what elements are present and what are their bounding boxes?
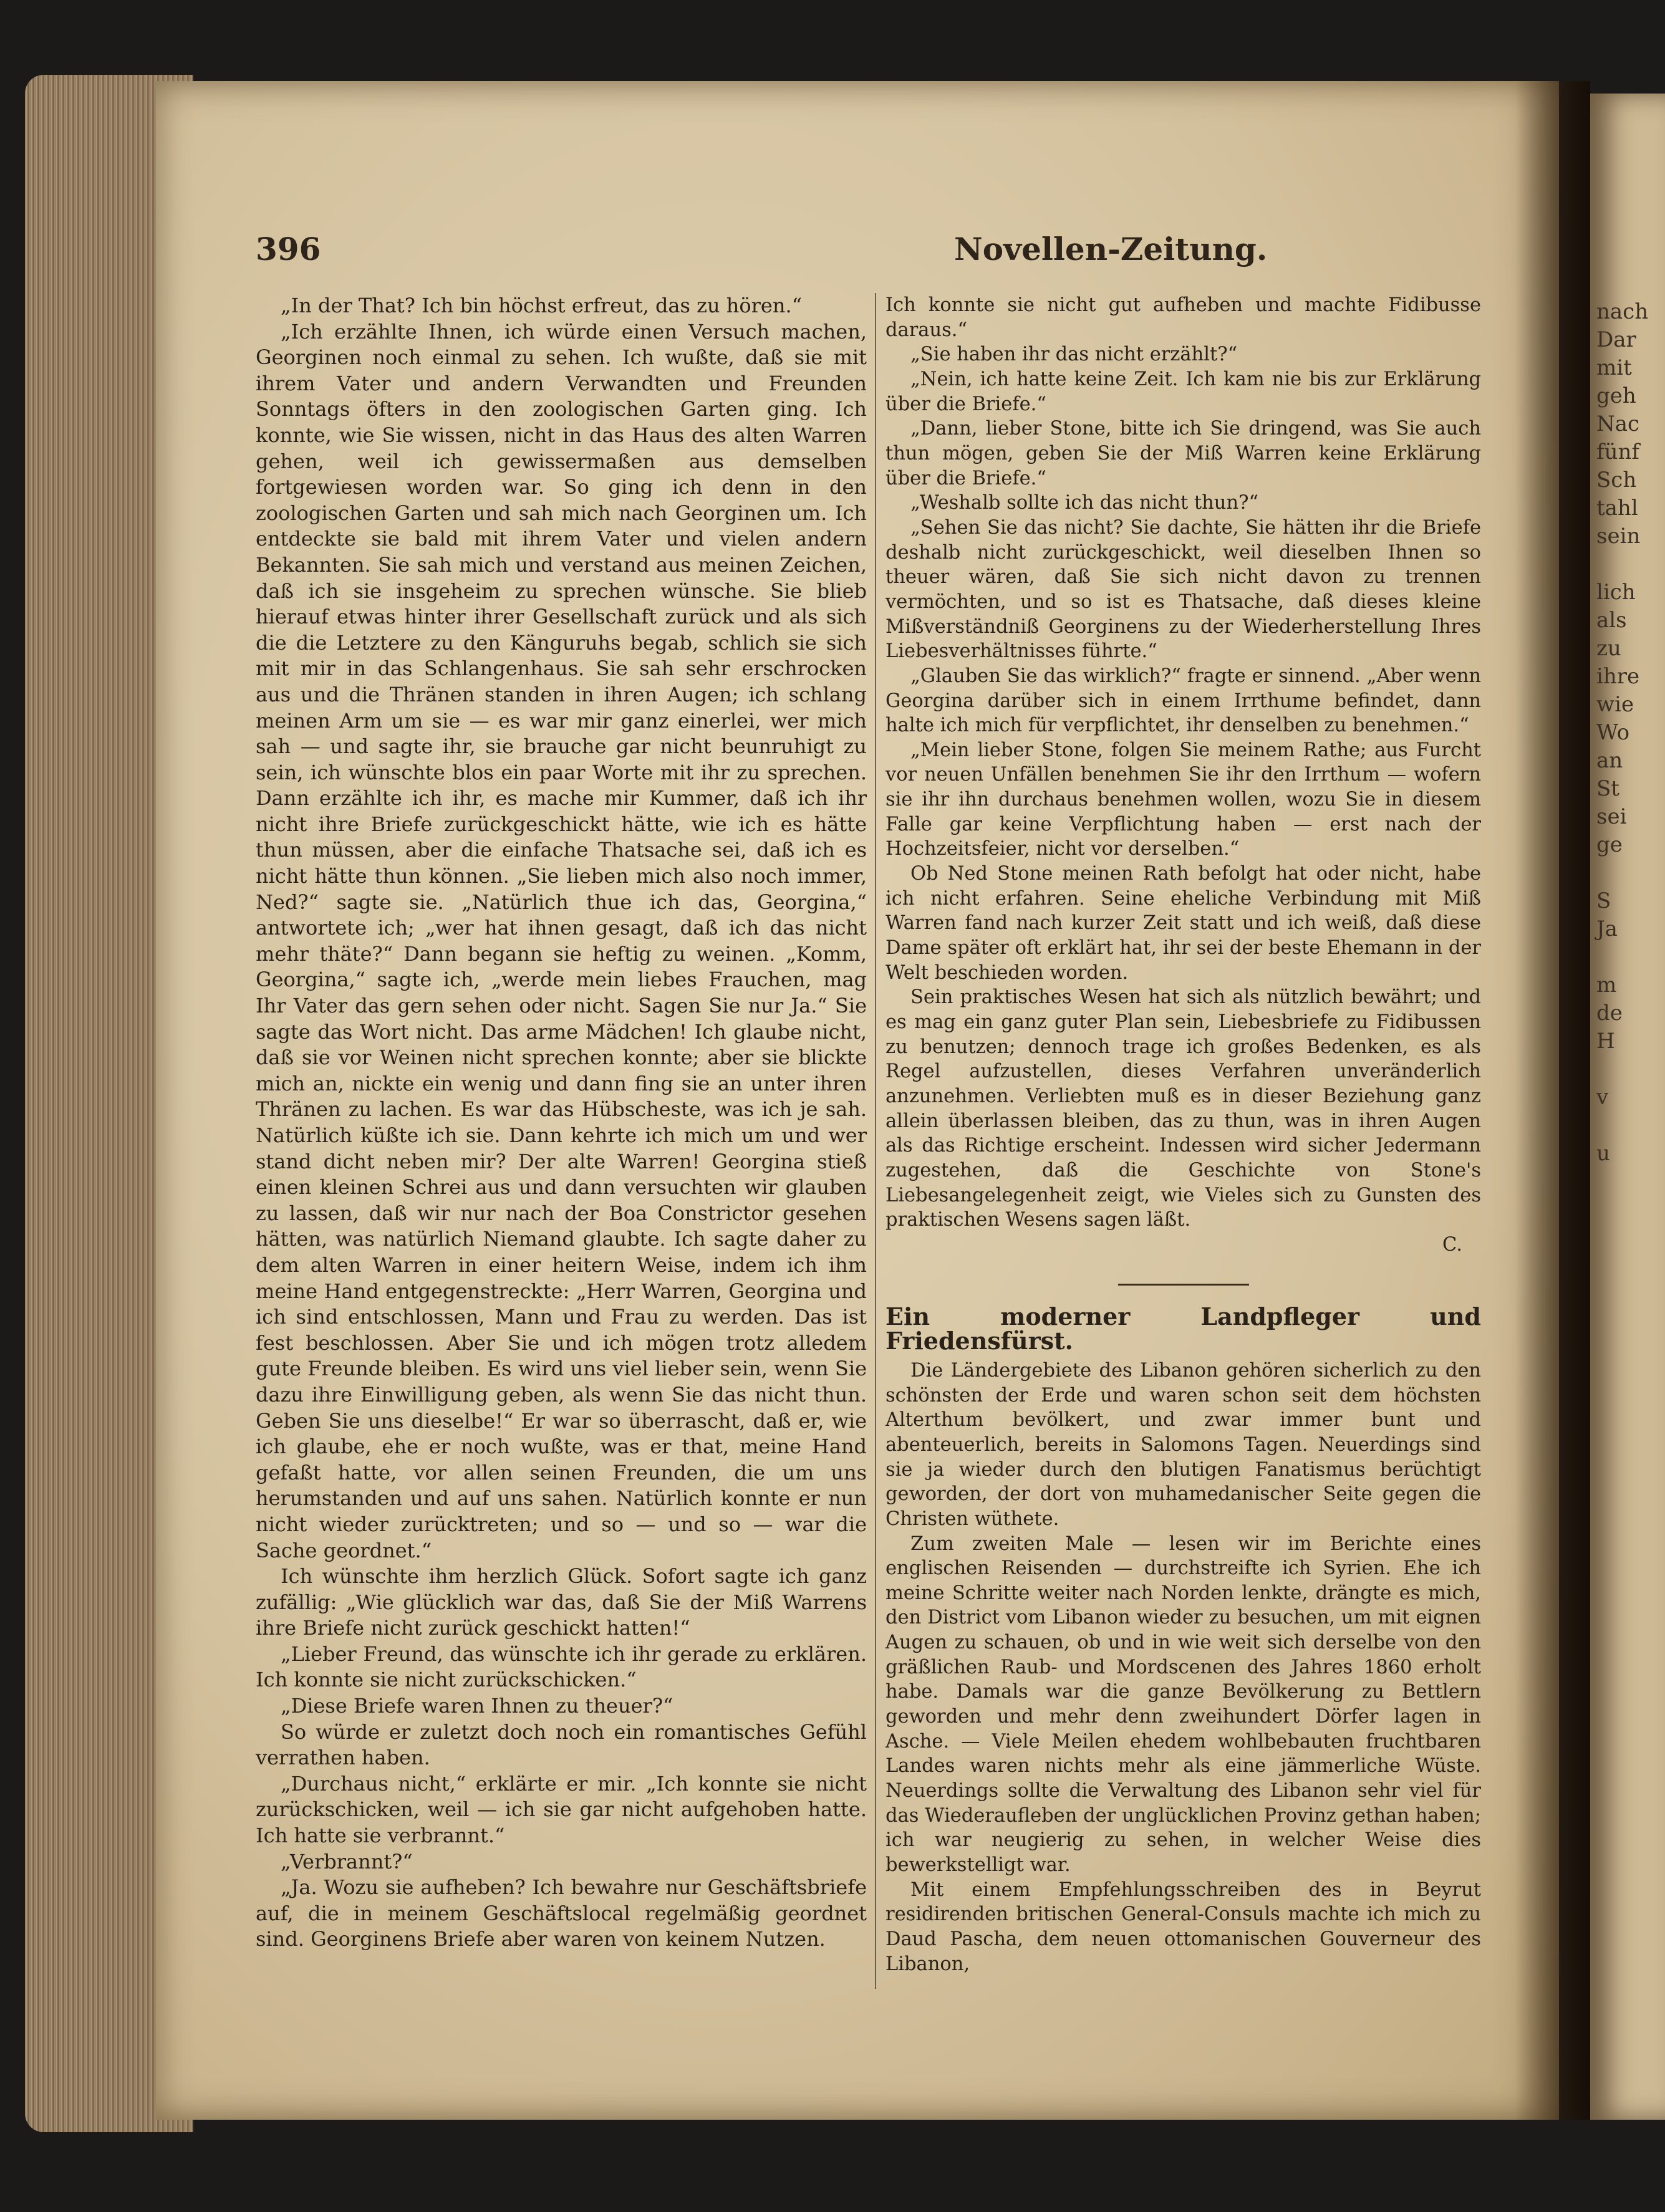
next-page-fragment: nach <box>1596 299 1649 324</box>
paragraph: „Ja. Wozu sie aufheben? Ich bewahre nur Geschäftsbriefe auf, die in meinem Geschäftslocal regelmäßig geordnet sind. Georginens Briefe aber waren von keinem Nutzen. <box>256 1875 867 1951</box>
next-page-fragment: St <box>1596 776 1619 801</box>
paragraph: Die Ländergebiete des Libanon gehören sicherlich zu den schönsten der Erde und waren schon seit dem höchsten Alterthum bevölkert, und zwar immer bunt und abenteuerlich, bereits in Salomons Tagen. Neuerdings sind sie ja wieder durch den blutigen Fanatismus berüchtigt geworden, der dort von muhamedanischer Seite gegen die Christen wüthete. <box>886 1359 1481 1530</box>
next-page-fragment: sein <box>1596 524 1641 549</box>
gutter-shadow <box>1515 81 1590 2120</box>
page-header <box>256 231 1475 281</box>
next-page-fragment: ihre <box>1596 664 1640 689</box>
paragraph: „Diese Briefe waren Ihnen zu theuer?“ <box>281 1694 673 1718</box>
column-divider <box>875 293 876 1989</box>
paragraph: „Weshalb sollte ich das nicht thun?“ <box>910 492 1259 514</box>
next-page-fragment: H <box>1596 1029 1615 1054</box>
next-page-fragment: lich <box>1596 580 1636 605</box>
paragraph: Sein praktisches Wesen hat sich als nützlich bewährt; und es mag ein ganz guter Plan sein, Liebesbriefe zu Fidibussen zu benutzen; dennoch trage ich großes Bedenken, es als Regel aufzustellen, dieses Verfahren unveränderlich anzunehmen. Verliebten muß es in dieser Beziehung ganz allein überlassen bleiben, das zu thun, was in ihren Augen als das Richtige erscheint. Indessen wird sicher Jedermann zugestehen, daß die Geschichte von Stone's Liebesangelegenheit zeigt, wie Vieles sich zu Gunsten des praktischen Wesens sagen läßt. <box>886 986 1481 1231</box>
paragraph: „Mein lieber Stone, folgen Sie meinem Rathe; aus Furcht vor neuen Unfällen benehmen Sie ihr den Irrthum — wofern sie ihr ihn durchaus benehmen wollen, wozu Sie in diesem Falle gar keine Verpflichtung haben — erst nach der Hochzeitsfeier, nicht vor derselben.“ <box>886 739 1481 860</box>
next-page-fragment: de <box>1596 1001 1623 1026</box>
paragraph: „Sie haben ihr das nicht erzählt?“ <box>910 344 1238 366</box>
next-page-fragment: S <box>1596 888 1611 913</box>
article-title: Ein moderner Landpfleger und Friedensfürst. <box>886 1302 1481 1355</box>
paragraph: „Verbrannt?“ <box>281 1849 413 1873</box>
next-page-fragment: tahl <box>1596 496 1638 521</box>
next-page-fragment: u <box>1596 1141 1610 1166</box>
paragraph: „In der That? Ich bin höchst erfreut, das zu hören.“ <box>281 294 802 317</box>
running-title: Novellen-Zeitung. <box>954 231 1268 267</box>
paragraph: Ich konnte sie nicht gut aufheben und machte Fidibusse daraus.“ <box>886 294 1481 341</box>
next-page-fragment: an <box>1596 748 1623 773</box>
next-page-fragment: als <box>1596 608 1627 633</box>
paragraph: Ich wünschte ihm herzlich Glück. Sofort sagte ich ganz zufällig: „Wie glücklich war das, daß Sie der Miß Warrens ihre Briefe nicht zurück geschickt hatten!“ <box>256 1564 867 1640</box>
left-column <box>256 293 867 1953</box>
paragraph: Ob Ned Stone meinen Rath befolgt hat oder nicht, habe ich nicht erfahren. Seine eheliche Verbindung mit Miß Warren fand nach kurzer Zeit statt und ich weiß, daß diese Dame später oft erklärt hat, ihr sei der beste Ehemann in der Welt beschieden worden. <box>886 863 1481 984</box>
paragraph: Mit einem Empfehlungsschreiben des in Beyrut residirenden britischen General-Consuls machte ich mich zu Daud Pascha, dem neuen ottomanischen Gouverneur des Libanon, <box>886 1878 1481 1975</box>
next-page-fragment: mit <box>1596 355 1632 380</box>
paragraph: So würde er zuletzt doch noch ein romantisches Gefühl verrathen haben. <box>256 1719 867 1770</box>
paragraph: „Durchaus nicht,“ erklärte er mir. „Ich konnte sie nicht zurückschicken, weil — ich sie gar nicht aufgehoben hatte. Ich hatte sie verbrannt.“ <box>256 1771 867 1848</box>
next-page-fragment: Sch <box>1596 468 1637 493</box>
next-page-fragment: Ja <box>1596 916 1618 941</box>
next-page-fragment: sei <box>1596 804 1627 829</box>
next-page-fragment: wie <box>1596 692 1634 717</box>
paragraph: „Sehen Sie das nicht? Sie dachte, Sie hätten ihr die Briefe deshalb nicht zurückgeschickt, weil dieselben Ihnen so theuer wären, daß Sie sich nicht davon zu trennen vermöchten, und so ist es Thatsache, daß dieses kleine Mißverständniß Georginens zu der Wiederherstellung Ihres Liebesverhältnisses führte.“ <box>886 516 1481 663</box>
next-page-fragment: ge <box>1596 832 1623 857</box>
next-page-fragment: geh <box>1596 383 1636 408</box>
paragraph: „Dann, lieber Stone, bitte ich Sie dringend, was Sie auch thun mögen, geben Sie der Miß Warren keine Erklärung über die Briefe.“ <box>886 418 1481 489</box>
paragraph: „Lieber Freund, das wünschte ich ihr gerade zu erklären. Ich konnte sie nicht zurückschicken.“ <box>256 1642 867 1692</box>
author-signature: C. <box>1442 1233 1462 1256</box>
paragraph: „Ich erzählte Ihnen, ich würde einen Versuch machen, Georginen noch einmal zu sehen. Ich wußte, daß sie mit ihrem Vater und andern Verwandten und Freunden Sonntags öfters in den zoologischen Garten ging. Ich konnte, wie Sie wissen, nicht in das Haus des alten Warren gehen, weil ich gewissermaßen aus demselben fortgewiesen worden war. So ging ich denn in den zoologischen Garten und sah mich nach Georginen um. Ich entdeckte sie bald mit ihrem Vater und vielen andern Bekannten. Sie sah mich und verstand aus meinen Zeichen, daß ich sie insgeheim zu sprechen wünsche. Sie blieb hierauf etwas hinter ihrer Gesellschaft zurück und als sich die die Letztere zu den Känguruhs begab, schlich sie sich mit mir in das Schlangenhaus. Sie sah sehr erschrocken aus und die Thränen standen in ihren Augen; ich schlang meinen Arm um sie — es war mir ganz einerlei, wer mich sah — und sagte ihr, sie brauche gar nicht beunruhigt zu sein, ich wünschte blos ein paar Worte mit ihr zu sprechen. Dann erzählte ich ihr, es mache mir Kummer, daß ich ihr nicht ihre Briefe zurückgeschickt hätte, wie ich es hätte thun müssen, aber die einfache Thatsache sei, daß ich es nicht hätte thun können. „Sie lieben mich also noch immer, Ned?“ sagte sie. „Natürlich thue ich das, Georgina,“ antwortete ich; „wer hat ihnen gesagt, daß ich das nicht mehr thäte?“ Dann begann sie heftig zu weinen. „Komm, Georgina,“ sagte ich, „werde mein liebes Frauchen, mag Ihr Vater das gern sehen oder nicht. Sagen Sie nur Ja.“ Sie sagte das Wort nicht. Das arme Mädchen! Ich glaube nicht, daß sie vor Weinen nicht sprechen konnte; aber sie blickte mich an, nickte ein wenig und dann fing sie an unter ihren Thränen zu lachen. Es war das Hübscheste, was ich je sah. Natürlich küßte ich sie. Dann kehrte ich mich um und wer stand dicht neben mir? Der alte Warren! Georgina stieß einen kleinen Schrei aus und dann versuchten wir glauben zu lassen, daß wir nur nach der Boa Constrictor gesehen hätten, was natürlich Niemand glaubte. Ich sagte daher zu dem alten Warren in einer heitern Weise, indem ich ihm meine Hand entgegenstreckte: „Herr Warren, Georgina und ich sind entschlossen, Mann und Frau zu werden. Das ist fest beschlossen. Aber Sie und ich mögen trotz alledem gute Freunde bleiben. Es wird uns viel lieber sein, wenn Sie dazu ihre Einwilligung geben, als wenn Sie das nicht thun. Geben Sie uns dieselbe!“ Er war so überrascht, daß er, wie ich glaube, ehe er noch wußte, was er that, meine Hand gefaßt hatte, vor allen seinen Freunden, die um uns herumstanden und auf uns sahen. Natürlich konnte er nun nicht wieder zurücktreten; und so — und so — war die Sache geordnet.“ <box>256 319 867 1562</box>
next-page-fragment: fünf <box>1596 440 1639 464</box>
next-page-fragment: zu <box>1596 636 1621 661</box>
page-number: 396 <box>256 231 321 267</box>
paragraph: „Nein, ich hatte keine Zeit. Ich kam nie bis zur Erklärung über die Briefe.“ <box>886 368 1481 415</box>
paragraph: „Glauben Sie das wirklich?“ fragte er sinnend. „Aber wenn Georgina darüber sich in einem Irrthume befindet, dann halte ich mich für verpflichtet, ihr denselben zu benehmen.“ <box>886 665 1481 737</box>
section-divider <box>1118 1284 1249 1286</box>
next-page-fragment: Nac <box>1596 411 1640 436</box>
next-page-fragment: v <box>1596 1085 1609 1110</box>
next-page-fragment: m <box>1596 973 1617 998</box>
right-column <box>886 293 1481 1976</box>
paragraph: Zum zweiten Male — lesen wir im Berichte eines englischen Reisenden — durchstreifte ich Syrien. Ehe ich meine Schritte weiter nach Norden lenkte, drängte es mich, den District vom Libanon wieder zu besuchen, um mit eignen Augen zu schauen, ob und in wie weit sich derselbe von den gräßlichen Raub- und Mordscenen des Jahres 1860 erholt habe. Damals war die ganze Bevölkerung zu Bettlern geworden und mehr denn zweihundert Dörfer lagen in Asche. — Viele Meilen ehedem wohlbebauten fruchtbaren Landes waren nichts mehr als eine jämmerliche Wüste. Neuerdings sollte die Verwaltung des Libanon sehr viel für das Wiederaufleben der unglücklichen Provinz gethan haben; ich war neugierig zu sehen, in welcher Weise dies bewerkstelligt war. <box>886 1532 1481 1877</box>
next-page-fragment: Wo <box>1596 720 1630 745</box>
next-page-fragment: Dar <box>1596 327 1636 352</box>
